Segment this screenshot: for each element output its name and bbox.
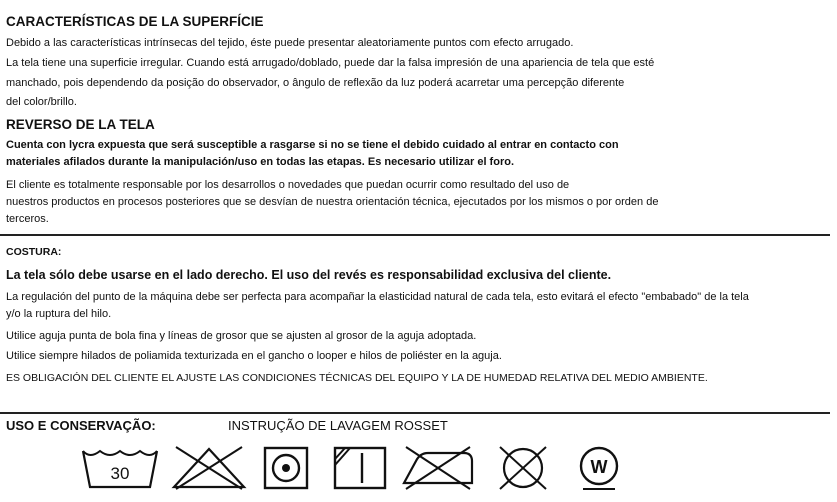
reverse-line-2: nuestros productos en procesos posteriores que se desvían de nuestra orientación técnica, ejecutados por los mismos o por orden de (6, 196, 659, 208)
reverse-line-1: El cliente es totalmente responsable por los desarrollos o novedades que puedan ocurrir como resultado del uso de (6, 179, 570, 191)
wash-temp: 30 (110, 464, 130, 483)
pro-clean-letter: W (590, 457, 608, 477)
line-dry-shade-icon (332, 445, 388, 491)
professional-wet-clean-icon (574, 445, 628, 491)
reverse-bold-line-2: materiales afilados durante la manipulación/uso en todas las etapas. Es necesario utilizar el foro. (6, 156, 514, 168)
reverse-line-3: terceros. (6, 213, 49, 225)
divider (0, 234, 830, 236)
wash-30-icon (80, 445, 160, 491)
no-bleach-icon (170, 445, 248, 491)
sewing-line-2: y/o la ruptura del hilo. (6, 308, 112, 320)
surface-line-3: manchado, pois dependendo da posição do observador, o ângulo de reflexão da luz poderá acarretar uma percepção diferente (6, 77, 625, 89)
sewing-line-5: ES OBLIGACIÓN DEL CLIENTE EL AJUSTE LAS CONDICIONES TÉCNICAS DEL EQUIPO Y LA DE HUMEDAD RELATIVA DEL MEDIO AMBIENTE. (6, 372, 708, 384)
surface-line-2: La tela tiene una superficie irregular. Cuando está arrugado/doblado, puede dar la falsa impresión de una apariencia de tela que esté (6, 57, 655, 69)
reverse-title: REVERSO DE LA TELA (6, 117, 155, 132)
reverse-bold-line-1: Cuenta con lycra expuesta que será susceptible a rasgarse si no se tiene el debido cuidado al entrar en contacto con (6, 139, 619, 151)
divider (0, 412, 830, 414)
surface-title: CARACTERÍSTICAS DE LA SUPERFÍCIE (6, 14, 264, 29)
sewing-line-3: Utilice aguja punta de bola fina y líneas de grosor que se ajusten al grosor de la aguja adoptada. (6, 330, 477, 342)
surface-line-4: del color/brillo. (6, 96, 77, 108)
wash-instruction-title: INSTRUÇÃO DE LAVAGEM ROSSET (228, 418, 448, 433)
care-title: USO E CONSERVAÇÃO: (6, 418, 156, 433)
sewing-title: COSTURA: (6, 246, 62, 258)
sewing-line-4: Utilice siempre hilados de poliamida texturizada en el gancho o looper e hilos de poliéster en la aguja. (6, 350, 502, 362)
no-dry-clean-icon (494, 445, 552, 491)
sewing-bold-line: La tela sólo debe usarse en el lado derecho. El uso del revés es responsabilidad exclusiva del cliente. (6, 268, 612, 282)
sewing-line-1: La regulación del punto de la máquina debe ser perfecta para acompañar la elasticidad natural de cada tela, esto evitará el efecto "embabado" de la tela (6, 291, 749, 303)
no-iron-icon (398, 445, 478, 491)
surface-line-1: Debido a las características intrínsecas del tejido, éste puede presentar aleatoriamente puntos com efecto arrugado. (6, 37, 574, 49)
tumble-dry-icon (262, 445, 310, 491)
